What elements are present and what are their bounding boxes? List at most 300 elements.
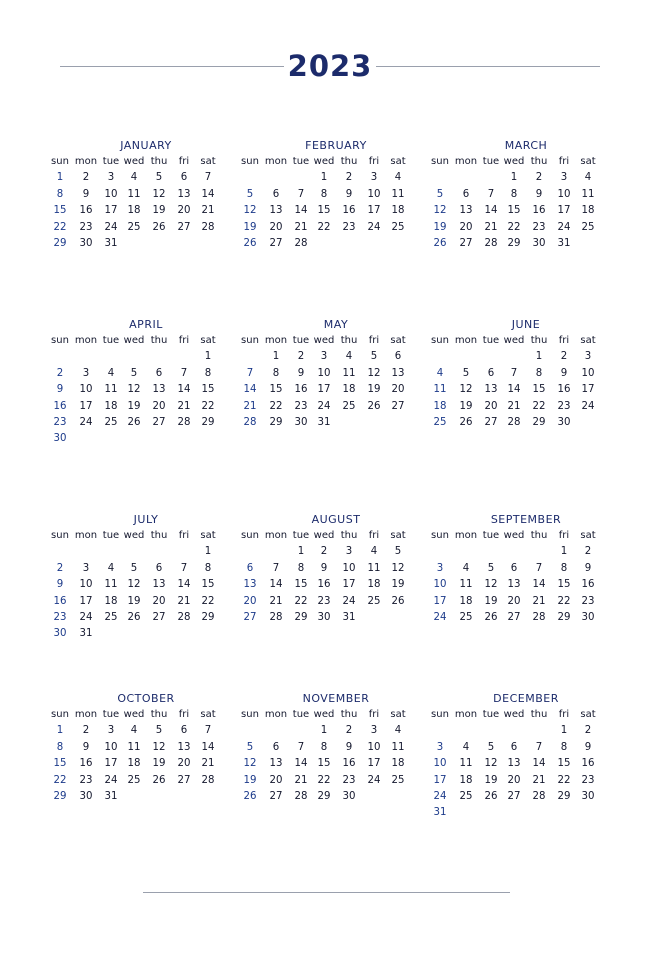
day: 24 bbox=[104, 774, 118, 786]
day: 1 bbox=[560, 725, 568, 737]
day: 24 bbox=[79, 611, 93, 623]
day: 18 bbox=[367, 579, 381, 591]
day: 15 bbox=[201, 579, 215, 591]
day: 27 bbox=[507, 611, 521, 623]
day: 30 bbox=[532, 237, 546, 249]
month-september bbox=[430, 512, 600, 626]
day: 18 bbox=[104, 400, 118, 412]
day-sunday: 5 bbox=[436, 188, 444, 200]
weekday-header-row bbox=[240, 154, 410, 170]
day: 11 bbox=[127, 188, 141, 200]
weekday-label: thu bbox=[340, 156, 358, 167]
day: 22 bbox=[317, 774, 331, 786]
day: 3 bbox=[370, 172, 378, 184]
week-row bbox=[430, 399, 600, 415]
day: 21 bbox=[507, 400, 521, 412]
day: 13 bbox=[152, 579, 166, 591]
day: 20 bbox=[152, 595, 166, 607]
day: 11 bbox=[391, 188, 405, 200]
day: 16 bbox=[581, 579, 595, 591]
day-sunday: 29 bbox=[53, 237, 67, 249]
month-january bbox=[50, 138, 220, 252]
week-row bbox=[240, 740, 410, 756]
day: 28 bbox=[177, 416, 191, 428]
weekday-label: wed bbox=[313, 709, 335, 720]
day: 7 bbox=[204, 172, 212, 184]
day: 27 bbox=[269, 237, 283, 249]
weekday-label: wed bbox=[313, 156, 335, 167]
day: 20 bbox=[459, 221, 473, 233]
day: 5 bbox=[487, 741, 495, 753]
day: 27 bbox=[459, 237, 473, 249]
day-sunday: 3 bbox=[436, 562, 444, 574]
month-name: MAY bbox=[323, 318, 349, 331]
day: 19 bbox=[484, 595, 498, 607]
week-row bbox=[240, 544, 410, 560]
day-sunday: 20 bbox=[243, 595, 257, 607]
day: 26 bbox=[127, 611, 141, 623]
day: 6 bbox=[180, 725, 188, 737]
week-row bbox=[50, 626, 220, 642]
day: 15 bbox=[269, 384, 283, 396]
week-row bbox=[430, 561, 600, 577]
day: 4 bbox=[107, 562, 115, 574]
day: 28 bbox=[201, 221, 215, 233]
day: 21 bbox=[201, 205, 215, 217]
bottom-rule bbox=[143, 892, 510, 893]
day: 6 bbox=[510, 562, 518, 574]
week-row bbox=[240, 610, 410, 626]
weekday-label: thu bbox=[530, 335, 548, 346]
day: 11 bbox=[459, 758, 473, 770]
weekday-header-row bbox=[430, 333, 600, 349]
day: 6 bbox=[462, 188, 470, 200]
day: 10 bbox=[342, 562, 356, 574]
day: 4 bbox=[394, 725, 402, 737]
day: 9 bbox=[82, 741, 90, 753]
day: 18 bbox=[391, 758, 405, 770]
day: 16 bbox=[581, 758, 595, 770]
day: 29 bbox=[294, 611, 308, 623]
day: 20 bbox=[152, 400, 166, 412]
week-row bbox=[240, 203, 410, 219]
day: 25 bbox=[104, 611, 118, 623]
day: 11 bbox=[104, 384, 118, 396]
day: 13 bbox=[507, 758, 521, 770]
year-title: 2023 bbox=[287, 49, 373, 83]
day: 1 bbox=[297, 546, 305, 558]
day-sunday: 11 bbox=[433, 384, 447, 396]
day-sunday: 12 bbox=[433, 205, 447, 217]
week-row bbox=[430, 366, 600, 382]
day: 15 bbox=[294, 579, 308, 591]
day: 2 bbox=[82, 725, 90, 737]
day: 6 bbox=[155, 562, 163, 574]
weekday-label: fri bbox=[558, 156, 570, 167]
day-sunday: 9 bbox=[56, 384, 64, 396]
week-row bbox=[50, 789, 220, 805]
week-row bbox=[430, 203, 600, 219]
day: 2 bbox=[82, 172, 90, 184]
day: 30 bbox=[342, 790, 356, 802]
weekday-label: sun bbox=[241, 530, 259, 541]
day-sunday: 19 bbox=[243, 221, 257, 233]
day-sunday: 26 bbox=[243, 237, 257, 249]
day: 27 bbox=[152, 611, 166, 623]
week-row bbox=[240, 415, 410, 431]
weekday-header-row bbox=[50, 707, 220, 723]
week-row bbox=[240, 170, 410, 186]
day: 22 bbox=[269, 400, 283, 412]
day: 28 bbox=[507, 416, 521, 428]
day: 21 bbox=[532, 595, 546, 607]
weekday-label: sat bbox=[580, 335, 596, 346]
day: 2 bbox=[535, 172, 543, 184]
weekday-label: tue bbox=[102, 530, 120, 541]
day: 13 bbox=[507, 579, 521, 591]
weekday-label: fri bbox=[558, 530, 570, 541]
day: 19 bbox=[459, 400, 473, 412]
weekday-label: sat bbox=[390, 156, 406, 167]
day: 17 bbox=[104, 758, 118, 770]
month-april bbox=[50, 317, 220, 448]
day: 29 bbox=[557, 611, 571, 623]
day: 23 bbox=[557, 400, 571, 412]
day: 7 bbox=[487, 188, 495, 200]
day: 1 bbox=[535, 351, 543, 363]
weekday-label: sun bbox=[241, 335, 259, 346]
day: 29 bbox=[201, 611, 215, 623]
day: 10 bbox=[367, 188, 381, 200]
week-row bbox=[50, 740, 220, 756]
week-row bbox=[430, 594, 600, 610]
day: 24 bbox=[557, 221, 571, 233]
weekday-label: wed bbox=[503, 335, 525, 346]
day: 3 bbox=[584, 351, 592, 363]
day-sunday: 19 bbox=[433, 221, 447, 233]
day: 13 bbox=[459, 205, 473, 217]
weekday-label: sun bbox=[51, 530, 69, 541]
weekday-label: sun bbox=[51, 709, 69, 720]
month-june bbox=[430, 317, 600, 431]
day: 27 bbox=[177, 221, 191, 233]
day: 18 bbox=[459, 595, 473, 607]
day: 15 bbox=[557, 758, 571, 770]
day: 31 bbox=[104, 790, 118, 802]
weekday-header-row bbox=[430, 154, 600, 170]
day: 9 bbox=[584, 562, 592, 574]
day: 28 bbox=[294, 237, 308, 249]
day: 22 bbox=[557, 774, 571, 786]
day-sunday: 1 bbox=[56, 725, 64, 737]
day-sunday: 27 bbox=[243, 611, 257, 623]
day: 24 bbox=[104, 221, 118, 233]
day: 6 bbox=[272, 188, 280, 200]
day: 22 bbox=[201, 595, 215, 607]
day: 30 bbox=[581, 611, 595, 623]
day: 14 bbox=[294, 205, 308, 217]
weekday-label: tue bbox=[292, 335, 310, 346]
week-row bbox=[430, 187, 600, 203]
day: 16 bbox=[342, 205, 356, 217]
day: 14 bbox=[201, 188, 215, 200]
day: 25 bbox=[342, 400, 356, 412]
day-sunday: 2 bbox=[56, 562, 64, 574]
day: 22 bbox=[557, 595, 571, 607]
day: 2 bbox=[584, 546, 592, 558]
day: 4 bbox=[130, 172, 138, 184]
weekday-label: fri bbox=[178, 709, 190, 720]
weekday-label: sat bbox=[580, 156, 596, 167]
week-row bbox=[430, 170, 600, 186]
day: 25 bbox=[367, 595, 381, 607]
day: 20 bbox=[177, 205, 191, 217]
day: 14 bbox=[294, 758, 308, 770]
day: 29 bbox=[532, 416, 546, 428]
weekday-label: fri bbox=[368, 156, 380, 167]
day-sunday: 28 bbox=[243, 416, 257, 428]
day: 26 bbox=[391, 595, 405, 607]
week-row bbox=[240, 756, 410, 772]
day: 7 bbox=[535, 741, 543, 753]
week-row bbox=[240, 594, 410, 610]
day: 21 bbox=[269, 595, 283, 607]
weekday-label: tue bbox=[102, 709, 120, 720]
day-sunday: 17 bbox=[433, 595, 447, 607]
weekday-label: wed bbox=[313, 530, 335, 541]
day: 23 bbox=[79, 221, 93, 233]
weekday-label: thu bbox=[530, 156, 548, 167]
day: 8 bbox=[320, 188, 328, 200]
day: 10 bbox=[79, 579, 93, 591]
weekday-label: fri bbox=[178, 335, 190, 346]
day: 15 bbox=[317, 205, 331, 217]
day: 24 bbox=[342, 595, 356, 607]
day-sunday: 15 bbox=[53, 758, 67, 770]
day: 12 bbox=[391, 562, 405, 574]
day: 16 bbox=[342, 758, 356, 770]
day: 19 bbox=[484, 774, 498, 786]
day-sunday: 4 bbox=[436, 367, 444, 379]
day: 13 bbox=[269, 758, 283, 770]
weekday-label: mon bbox=[74, 156, 98, 167]
day: 26 bbox=[367, 400, 381, 412]
day: 6 bbox=[510, 741, 518, 753]
weekday-label: sun bbox=[241, 156, 259, 167]
day: 13 bbox=[152, 384, 166, 396]
weekday-label: thu bbox=[150, 709, 168, 720]
weekday-label: mon bbox=[454, 530, 478, 541]
day: 14 bbox=[484, 205, 498, 217]
weekday-label: mon bbox=[264, 335, 288, 346]
weekday-label: thu bbox=[530, 709, 548, 720]
day: 24 bbox=[581, 400, 595, 412]
weekday-label: thu bbox=[150, 335, 168, 346]
day: 5 bbox=[155, 172, 163, 184]
day: 9 bbox=[297, 367, 305, 379]
weekday-label: tue bbox=[292, 156, 310, 167]
day: 26 bbox=[459, 416, 473, 428]
week-row bbox=[430, 544, 600, 560]
day: 8 bbox=[297, 562, 305, 574]
day-sunday: 9 bbox=[56, 579, 64, 591]
weekday-label: wed bbox=[123, 156, 145, 167]
day: 22 bbox=[507, 221, 521, 233]
day: 22 bbox=[532, 400, 546, 412]
month-name: FEBRUARY bbox=[305, 139, 367, 152]
day: 7 bbox=[297, 741, 305, 753]
day: 6 bbox=[272, 741, 280, 753]
week-row bbox=[240, 187, 410, 203]
weekday-label: thu bbox=[340, 530, 358, 541]
day: 20 bbox=[484, 400, 498, 412]
day: 14 bbox=[507, 384, 521, 396]
weekday-header-row bbox=[240, 333, 410, 349]
day: 25 bbox=[104, 416, 118, 428]
day: 19 bbox=[152, 758, 166, 770]
day: 17 bbox=[367, 758, 381, 770]
week-row bbox=[240, 366, 410, 382]
day: 25 bbox=[391, 221, 405, 233]
day: 8 bbox=[204, 367, 212, 379]
week-row bbox=[50, 220, 220, 236]
day: 2 bbox=[297, 351, 305, 363]
day: 20 bbox=[177, 758, 191, 770]
day: 10 bbox=[367, 741, 381, 753]
week-row bbox=[50, 170, 220, 186]
day: 27 bbox=[484, 416, 498, 428]
day: 28 bbox=[532, 790, 546, 802]
day: 19 bbox=[367, 384, 381, 396]
week-row bbox=[240, 382, 410, 398]
weekday-label: thu bbox=[530, 530, 548, 541]
day-sunday: 13 bbox=[243, 579, 257, 591]
day: 2 bbox=[560, 351, 568, 363]
day: 4 bbox=[394, 172, 402, 184]
day: 11 bbox=[342, 367, 356, 379]
month-name: JULY bbox=[133, 513, 159, 526]
day: 8 bbox=[560, 741, 568, 753]
weekday-label: sun bbox=[431, 709, 449, 720]
day: 3 bbox=[107, 725, 115, 737]
day: 8 bbox=[204, 562, 212, 574]
day: 17 bbox=[367, 205, 381, 217]
day: 2 bbox=[320, 546, 328, 558]
week-row bbox=[50, 399, 220, 415]
day: 29 bbox=[201, 416, 215, 428]
week-row bbox=[430, 789, 600, 805]
weekday-label: mon bbox=[74, 335, 98, 346]
weekday-label: mon bbox=[74, 530, 98, 541]
weekday-label: mon bbox=[454, 335, 478, 346]
day: 26 bbox=[484, 790, 498, 802]
weekday-label: fri bbox=[368, 709, 380, 720]
day-sunday: 26 bbox=[433, 237, 447, 249]
day: 17 bbox=[581, 384, 595, 396]
day: 18 bbox=[127, 205, 141, 217]
day: 12 bbox=[127, 384, 141, 396]
month-february bbox=[240, 138, 410, 252]
day: 24 bbox=[79, 416, 93, 428]
weekday-label: mon bbox=[264, 530, 288, 541]
day: 12 bbox=[127, 579, 141, 591]
day: 19 bbox=[152, 205, 166, 217]
day: 23 bbox=[317, 595, 331, 607]
day: 21 bbox=[201, 758, 215, 770]
weekday-label: wed bbox=[503, 156, 525, 167]
month-october bbox=[50, 691, 220, 805]
week-row bbox=[50, 415, 220, 431]
weekday-label: sun bbox=[241, 709, 259, 720]
weekday-label: tue bbox=[102, 156, 120, 167]
day: 5 bbox=[155, 725, 163, 737]
month-november bbox=[240, 691, 410, 805]
day: 22 bbox=[294, 595, 308, 607]
day-sunday: 22 bbox=[53, 221, 67, 233]
weekday-label: wed bbox=[503, 530, 525, 541]
day: 26 bbox=[127, 416, 141, 428]
day: 7 bbox=[204, 725, 212, 737]
day: 23 bbox=[342, 774, 356, 786]
day: 25 bbox=[459, 611, 473, 623]
week-row bbox=[50, 773, 220, 789]
weekday-label: sat bbox=[200, 335, 216, 346]
day-sunday: 24 bbox=[433, 790, 447, 802]
month-may bbox=[240, 317, 410, 431]
day: 2 bbox=[345, 725, 353, 737]
day: 23 bbox=[581, 774, 595, 786]
day: 30 bbox=[294, 416, 308, 428]
weekday-label: mon bbox=[264, 156, 288, 167]
day: 25 bbox=[581, 221, 595, 233]
weekday-header-row bbox=[240, 707, 410, 723]
weekday-label: wed bbox=[503, 709, 525, 720]
year-rule-right bbox=[376, 66, 600, 67]
day: 29 bbox=[269, 416, 283, 428]
week-row bbox=[240, 773, 410, 789]
day-sunday: 12 bbox=[243, 758, 257, 770]
day: 10 bbox=[557, 188, 571, 200]
week-row bbox=[430, 382, 600, 398]
day: 9 bbox=[345, 741, 353, 753]
weekday-label: tue bbox=[482, 530, 500, 541]
day: 1 bbox=[320, 725, 328, 737]
day: 12 bbox=[367, 367, 381, 379]
month-name: SEPTEMBER bbox=[490, 513, 562, 526]
month-december bbox=[430, 691, 600, 822]
day: 8 bbox=[272, 367, 280, 379]
day: 4 bbox=[345, 351, 353, 363]
day-sunday: 30 bbox=[53, 628, 67, 640]
day: 7 bbox=[297, 188, 305, 200]
week-row bbox=[430, 415, 600, 431]
day-sunday: 8 bbox=[56, 188, 64, 200]
weekday-header-row bbox=[430, 528, 600, 544]
week-row bbox=[430, 805, 600, 821]
day: 21 bbox=[294, 221, 308, 233]
day: 16 bbox=[317, 579, 331, 591]
day: 31 bbox=[79, 628, 93, 640]
week-row bbox=[50, 187, 220, 203]
weekday-label: sun bbox=[51, 156, 69, 167]
weekday-label: fri bbox=[368, 335, 380, 346]
day: 30 bbox=[79, 790, 93, 802]
day-sunday: 25 bbox=[433, 416, 447, 428]
day: 30 bbox=[79, 237, 93, 249]
day: 14 bbox=[201, 741, 215, 753]
day: 6 bbox=[155, 367, 163, 379]
day: 27 bbox=[177, 774, 191, 786]
